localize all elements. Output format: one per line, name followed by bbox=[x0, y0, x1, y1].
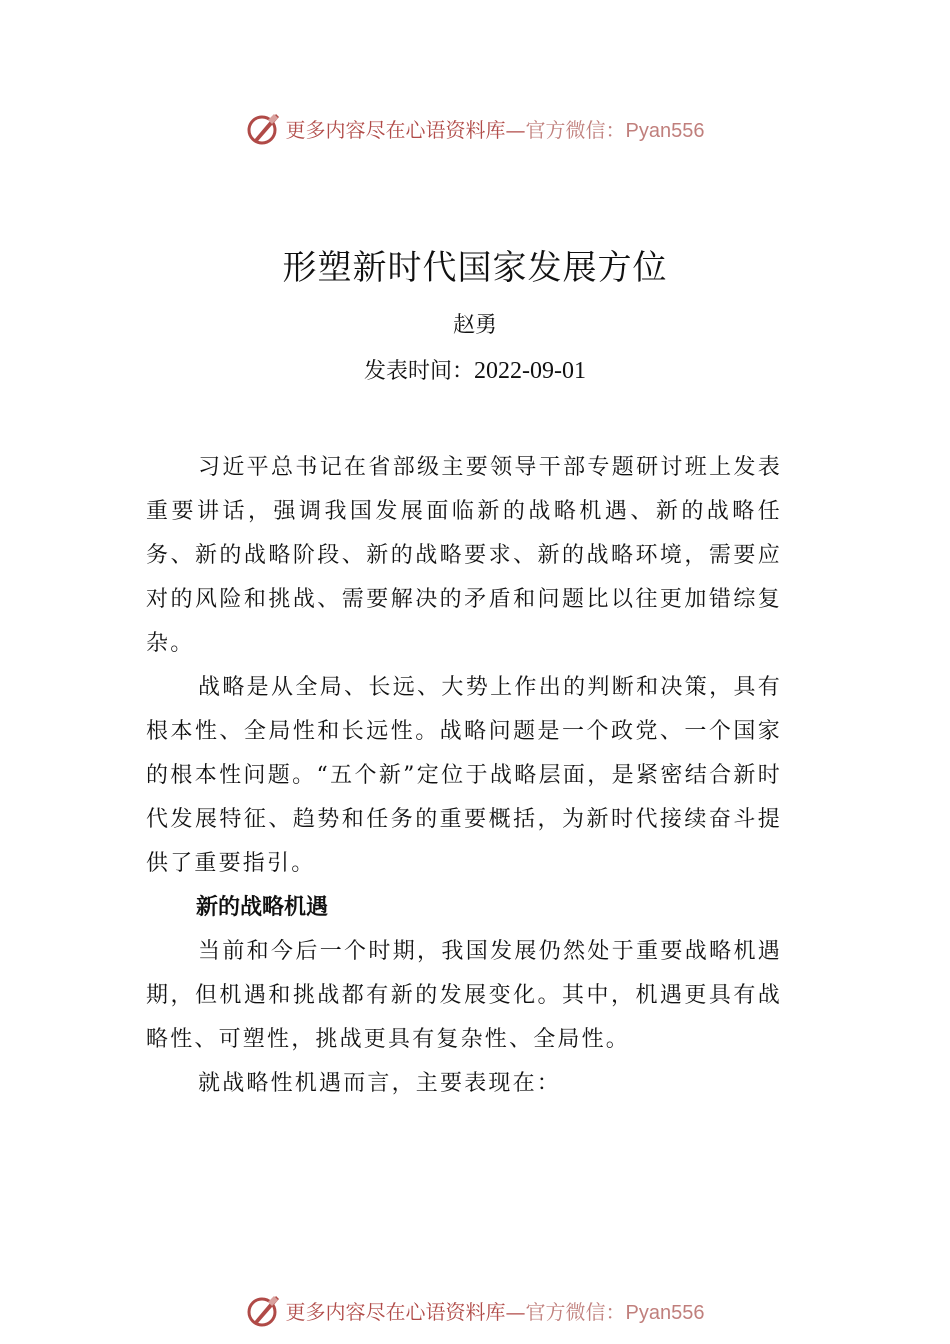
banner-handle: Pyan556 bbox=[625, 119, 705, 142]
banner-brand: 更多内容尽在心语资料库 bbox=[285, 1299, 506, 1324]
article-body bbox=[146, 446, 782, 1106]
article-title: 形塑新时代国家发展方位 bbox=[282, 248, 668, 288]
quill-logo-icon bbox=[246, 110, 282, 146]
banner-text bbox=[286, 114, 705, 143]
footer-banner bbox=[0, 1290, 950, 1330]
banner-text bbox=[286, 1296, 705, 1325]
paragraph: 习近平总书记在省部级主要领导干部专题研讨班上发表重要讲话，强调我国发展面临新的战略机遇、新的战略任务、新的战略阶段、新的战略要求、新的战略环境，需要应对的风险和挑战、需要解决的矛盾和问题比以往更加错综复杂。 bbox=[146, 455, 782, 656]
paragraph: 战略是从全局、长远、大势上作出的判断和决策，具有根本性、全局性和长远性。战略问题是一个政党、一个国家的根本性问题。“五个新”定位于战略层面，是紧密结合新时代发展特征、趋势和任务的重要概括，为新时代接续奋斗提供了重要指引。 bbox=[146, 675, 782, 876]
banner-handle: Pyan556 bbox=[625, 1301, 705, 1324]
quill-logo-icon bbox=[246, 1292, 282, 1328]
banner-dash: — bbox=[505, 1299, 526, 1324]
section-heading: 新的战略机遇 bbox=[196, 895, 329, 920]
header-banner bbox=[0, 108, 950, 148]
article-author: 赵勇 bbox=[452, 313, 497, 338]
banner-wechat-label: 官方微信： bbox=[525, 117, 626, 142]
banner-brand: 更多内容尽在心语资料库 bbox=[285, 117, 506, 142]
paragraph: 就战略性机遇而言，主要表现在： bbox=[198, 1071, 562, 1096]
paragraph: 当前和今后一个时期，我国发展仍然处于重要战略机遇期，但机遇和挑战都有新的发展变化。其中，机遇更具有战略性、可塑性，挑战更具有复杂性、全局性。 bbox=[146, 939, 782, 1052]
publish-date bbox=[0, 354, 950, 385]
publish-date-value: 2022-09-01 bbox=[474, 358, 586, 384]
publish-date-label: 发表时间： bbox=[364, 359, 475, 384]
banner-wechat-label: 官方微信： bbox=[525, 1299, 626, 1324]
banner-dash: — bbox=[505, 117, 526, 142]
